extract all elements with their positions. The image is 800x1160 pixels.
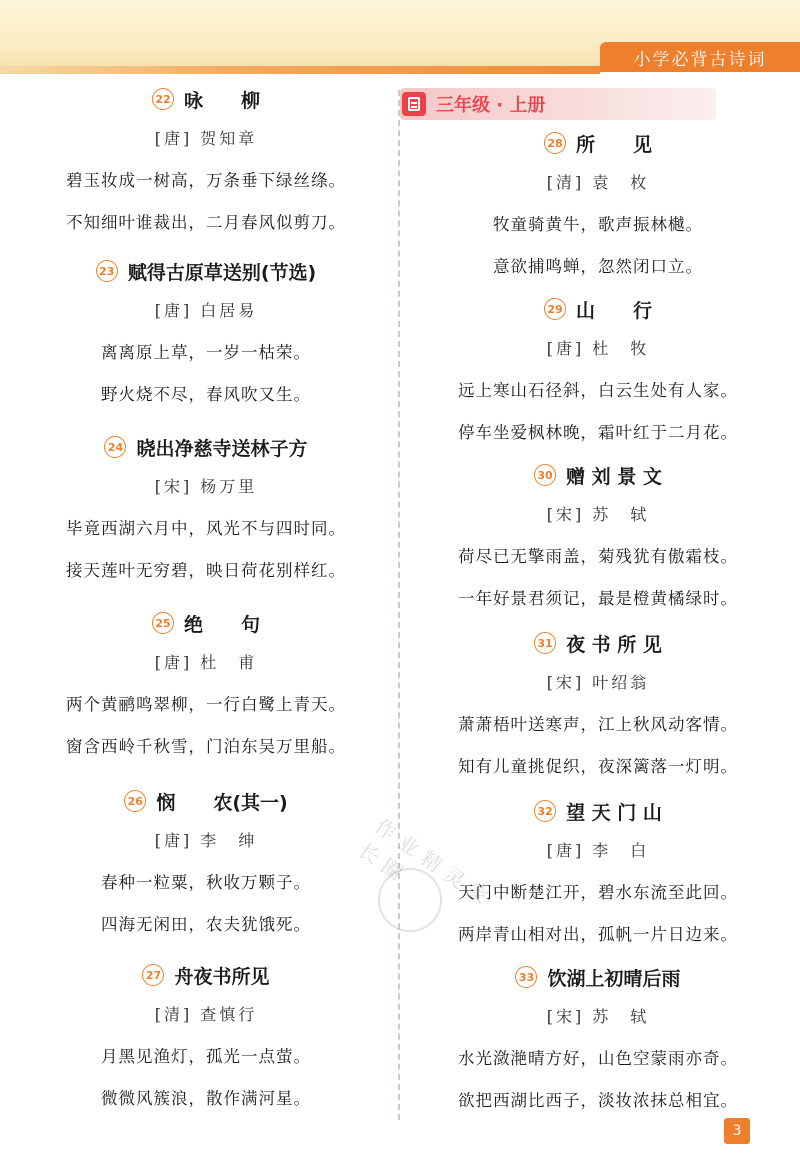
poem-line: 知有儿童挑促织，夜深篱落一灯明。 <box>458 757 738 776</box>
poem-title: 山 行 <box>575 299 652 322</box>
poem-author: [唐] 李 白 <box>546 841 650 860</box>
poem-author: [宋] 杨万里 <box>154 477 258 496</box>
grade-banner <box>400 88 716 120</box>
poem-line: 碧玉妆成一树高，万条垂下绿丝绦。 <box>66 171 346 190</box>
poem-line: 停车坐爱枫林晚，霜叶红于二月花。 <box>458 423 738 442</box>
poem-number: 29 <box>544 298 566 320</box>
poem <box>408 962 788 1116</box>
poem-line: 两岸青山相对出，孤帆一片日边来。 <box>458 925 738 944</box>
poem-line: 四海无闲田，农夫犹饿死。 <box>101 915 311 934</box>
poem-number: 33 <box>515 966 537 988</box>
poem-title: 赋得古原草送别(节选) <box>127 261 317 284</box>
poem-author: [唐] 白居易 <box>154 301 258 320</box>
poem <box>16 432 396 586</box>
poem <box>16 84 396 238</box>
poem-line: 天门中断楚江开，碧水东流至此回。 <box>458 883 738 902</box>
poem-title: 望 天 门 山 <box>566 801 662 824</box>
poem-line: 窗含西岭千秋雪，门泊东吴万里船。 <box>66 737 346 756</box>
poem-number: 32 <box>534 800 556 822</box>
poem-title: 悯 农(其一) <box>156 791 288 814</box>
book-icon <box>402 92 426 116</box>
poem-author: [唐] 杜 甫 <box>154 653 258 672</box>
poem-line: 微微风簇浪，散作满河星。 <box>101 1089 311 1108</box>
poem-title: 饮湖上初晴后雨 <box>547 967 681 990</box>
poem-line: 荷尽已无擎雨盖，菊残犹有傲霜枝。 <box>458 547 738 566</box>
page-number: 3 <box>724 1118 750 1144</box>
poem-title: 所 见 <box>575 133 652 156</box>
poem-title: 晓出净慈寺送林子方 <box>136 437 308 460</box>
poem-number: 25 <box>152 612 174 634</box>
poem-number: 26 <box>124 790 146 812</box>
poem-title: 舟夜书所见 <box>174 965 270 988</box>
poem-title: 咏 柳 <box>183 89 260 112</box>
poem <box>16 960 396 1114</box>
poem-line: 月黑见渔灯，孤光一点萤。 <box>101 1047 311 1066</box>
poem-line: 春种一粒粟，秋收万颗子。 <box>101 873 311 892</box>
poem-number: 23 <box>96 260 118 282</box>
poem <box>408 628 788 782</box>
poem <box>408 128 788 282</box>
poem-title: 赠 刘 景 文 <box>566 465 662 488</box>
poem-line: 水光潋滟晴方好，山色空蒙雨亦奇。 <box>458 1049 738 1068</box>
poem-author: [宋] 苏 轼 <box>546 1007 650 1026</box>
poem-author: [唐] 李 绅 <box>154 831 258 850</box>
poem-author: [清] 袁 枚 <box>546 173 650 192</box>
poem-line: 意欲捕鸣蝉，忽然闭口立。 <box>493 257 703 276</box>
poem-number: 31 <box>534 632 556 654</box>
poem-number: 28 <box>544 132 566 154</box>
poem-author: [唐] 杜 牧 <box>546 339 650 358</box>
poem-line: 不知细叶谁裁出，二月春风似剪刀。 <box>66 213 346 232</box>
poem-line: 萧萧梧叶送寒声，江上秋风动客情。 <box>458 715 738 734</box>
poem-author: [清] 查慎行 <box>154 1005 258 1024</box>
grade-label: 三年级 · 上册 <box>436 95 546 116</box>
series-title: 小学必背古诗词 <box>600 42 800 72</box>
poem-line: 毕竟西湖六月中，风光不与四时同。 <box>66 519 346 538</box>
poem-line: 欲把西湖比西子，淡妆浓抹总相宜。 <box>458 1091 738 1110</box>
poem-title: 绝 句 <box>183 613 260 636</box>
poem-number: 24 <box>104 436 126 458</box>
poem-line: 远上寒山石径斜，白云生处有人家。 <box>458 381 738 400</box>
poem-author: [宋] 叶绍翁 <box>546 673 650 692</box>
poem-line: 牧童骑黄牛，歌声振林樾。 <box>493 215 703 234</box>
poem <box>408 460 788 614</box>
poem-title: 夜 书 所 见 <box>566 633 662 656</box>
header-stripe <box>0 66 600 74</box>
poem-line: 一年好景君须记，最是橙黄橘绿时。 <box>458 589 738 608</box>
poem-line: 离离原上草，一岁一枯荣。 <box>101 343 311 362</box>
watermark: 作业精灵家长圈 <box>353 813 499 914</box>
poem-number: 30 <box>534 464 556 486</box>
poem <box>408 294 788 448</box>
poem <box>16 608 396 762</box>
poem-number: 27 <box>142 964 164 986</box>
poem-author: [唐] 贺知章 <box>154 129 258 148</box>
poem-number: 22 <box>152 88 174 110</box>
poem-author: [宋] 苏 轼 <box>546 505 650 524</box>
poem-line: 野火烧不尽，春风吹又生。 <box>101 385 311 404</box>
poem-line: 两个黄鹂鸣翠柳，一行白鹭上青天。 <box>66 695 346 714</box>
poem-line: 接天莲叶无穷碧，映日荷花别样红。 <box>66 561 346 580</box>
poem <box>16 256 396 410</box>
